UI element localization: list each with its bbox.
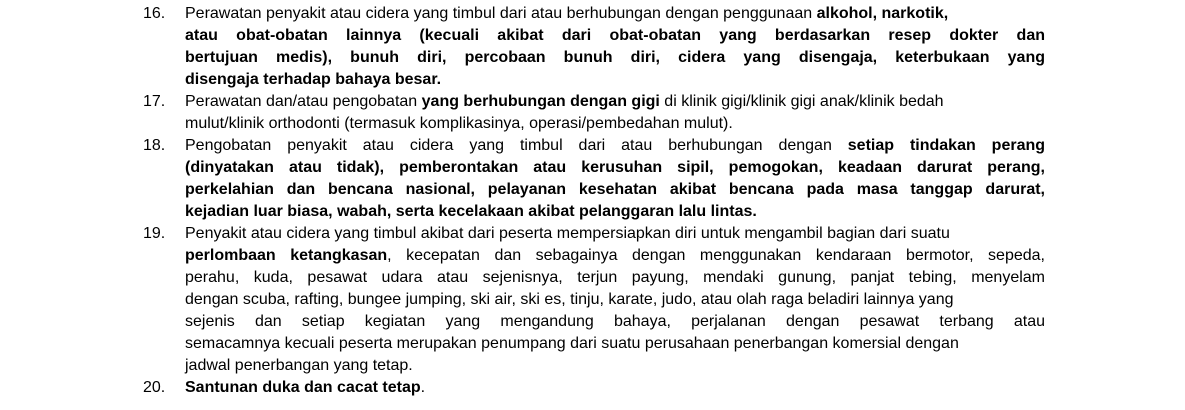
- bold-text-segment: perkelahian dan bencana nasional, pelayanan kesehatan akibat bencana pada masa tanggap darurat,: [185, 181, 1045, 198]
- item-text: [185, 377, 1045, 399]
- item-text: [185, 3, 1045, 91]
- text-line: [185, 333, 1045, 355]
- bold-text-segment: (dinyatakan atau tidak), pemberontakan atau kerusuhan sipil, pemogokan, keadaan darurat perang,: [185, 159, 1045, 176]
- text-line: [185, 157, 1045, 179]
- text-segment: sejenis dan setiap kegiatan yang mengandung bahaya, perjalanan dengan pesawat terbang atau: [185, 313, 1045, 330]
- text-line: [185, 69, 1045, 91]
- text-line: [185, 267, 1045, 289]
- bold-text-segment: Santunan duka dan cacat tetap: [185, 379, 421, 396]
- text-line: [185, 311, 1045, 333]
- bold-text-segment: yang berhubungan dengan gigi: [421, 93, 660, 110]
- text-line: [185, 135, 1045, 157]
- bold-text-segment: kejadian luar biasa, wabah, serta kecelakaan akibat pelanggaran lalu lintas.: [185, 203, 757, 220]
- text-line: [185, 201, 1045, 223]
- bold-text-segment: disengaja terhadap bahaya besar.: [185, 71, 442, 88]
- text-segment: Penyakit atau cidera yang timbul akibat dari peserta mempersiapkan diri untuk mengambil bagian dari suatu: [185, 225, 950, 242]
- text-line: [185, 47, 1045, 69]
- text-segment: , kecepatan dan sebagainya dengan menggunakan kendaraan bermotor, sepeda,: [387, 247, 1045, 264]
- item-text: [185, 135, 1045, 223]
- text-segment: di klinik gigi/klinik gigi anak/klinik bedah: [659, 93, 944, 110]
- text-line: [185, 377, 1045, 399]
- text-segment: jadwal penerbangan yang tetap.: [185, 357, 413, 374]
- text-segment: Pengobatan penyakit atau cidera yang timbul dari atau berhubungan dengan: [185, 137, 848, 154]
- text-line: [185, 3, 1045, 25]
- bold-text-segment: setiap tindakan perang: [847, 137, 1046, 154]
- text-segment: semacamnya kecuali peserta merupakan penumpang dari suatu perusahaan penerbangan komersial dengan: [185, 335, 959, 352]
- text-segment: Perawatan penyakit atau cidera yang timbul dari atau berhubungan dengan penggunaan: [185, 5, 817, 22]
- item-number: 17.: [143, 93, 166, 110]
- item-number: 18.: [143, 137, 166, 154]
- bold-text-segment: bertujuan medis), bunuh diri, percobaan bunuh diri, cidera yang disengaja, keterbukaan yang: [185, 49, 1045, 66]
- text-segment: dengan scuba, rafting, bungee jumping, ski air, ski es, tinju, karate, judo, atau olah raga beladiri lainnya yang: [185, 291, 954, 308]
- item-number: 20.: [143, 379, 166, 396]
- text-segment: perahu, kuda, pesawat udara atau sejenisnya, terjun payung, mendaki gunung, panjat tebing, menyelam: [185, 269, 1045, 286]
- text-line: [185, 91, 1045, 113]
- bold-text-segment: perlombaan ketangkasan: [185, 247, 388, 264]
- item-text: [185, 223, 1045, 377]
- item-number: 19.: [143, 225, 166, 242]
- text-line: [185, 25, 1045, 47]
- text-segment: Perawatan dan/atau pengobatan: [185, 93, 422, 110]
- text-line: [185, 223, 1045, 245]
- text-line: [185, 355, 1045, 377]
- item-number: 16.: [143, 5, 166, 22]
- text-segment: mulut/klinik orthodonti (termasuk komplikasinya, operasi/pembedahan mulut).: [185, 115, 733, 132]
- bold-text-segment: alkohol, narkotik,: [816, 5, 949, 22]
- text-line: [185, 179, 1045, 201]
- bold-text-segment: atau obat-obatan lainnya (kecuali akibat dari obat-obatan yang berdasarkan resep dokter dan: [185, 27, 1045, 44]
- item-text: [185, 91, 1045, 135]
- text-line: [185, 245, 1045, 267]
- text-segment: .: [420, 379, 426, 396]
- text-line: [185, 289, 1045, 311]
- text-line: [185, 113, 1045, 135]
